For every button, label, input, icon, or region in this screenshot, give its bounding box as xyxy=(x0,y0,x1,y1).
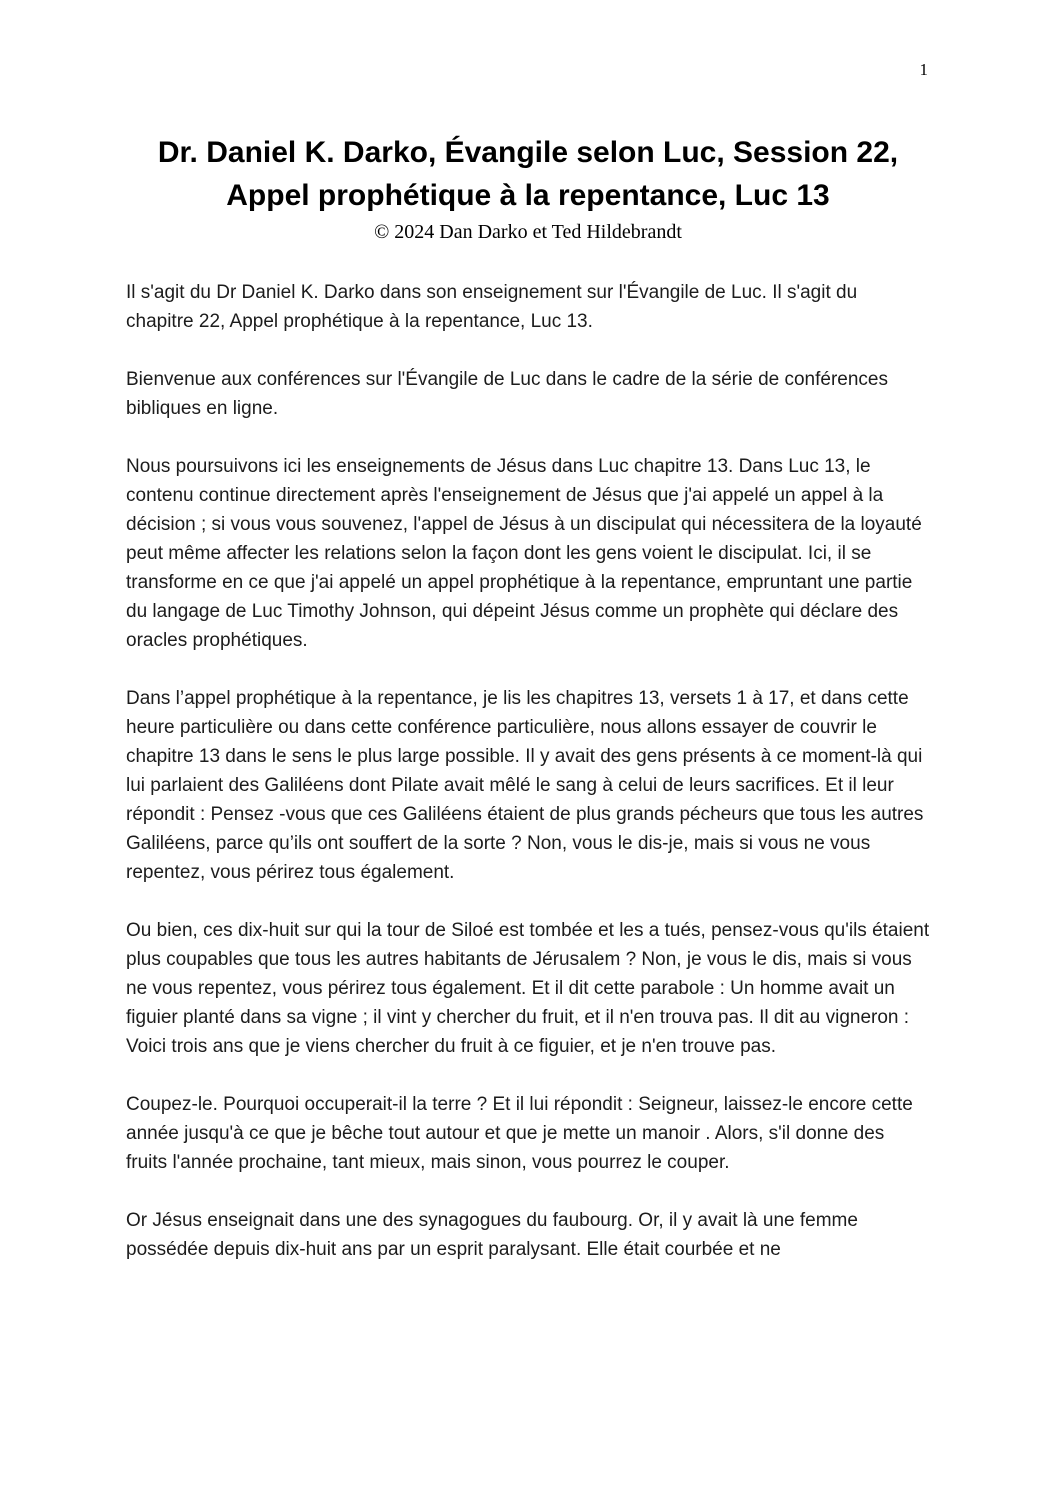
document-body xyxy=(126,278,930,1264)
paragraph: Bienvenue aux conférences sur l'Évangile de Luc dans le cadre de la série de conférences bibliques en ligne. xyxy=(126,369,888,420)
paragraph: Dans l’appel prophétique à la repentance, je lis les chapitres 13, versets 1 à 17, et dans cette heure particulière ou dans cette conférence particulière, nous allons essayer de couvrir le chapitre 13 dans le sens le plus large possible. Il y avait des gens présents à ce moment-là qui lui parlaient des Galiléens dont Pilate avait mêlé le sang à celui de leurs sacrifices. Et il leur répondit : Pensez -vous que ces Galiléens étaient de plus grands pécheurs que tous les autres Galiléens, parce qu’ils ont souffert de la sorte ? Non, vous le dis-je, mais si vous ne vous repentez, vous périrez tous également. xyxy=(126,688,924,884)
document-title-line-1: Dr. Daniel K. Darko, Évangile selon Luc, Session 22, xyxy=(157,136,899,169)
paragraph: Or Jésus enseignait dans une des synagogues du faubourg. Or, il y avait là une femme possédée depuis dix-huit ans par un esprit paralysant. Elle était courbée et ne xyxy=(126,1210,858,1261)
paragraph: Nous poursuivons ici les enseignements de Jésus dans Luc chapitre 13. Dans Luc 13, le contenu continue directement après l'enseignement de Jésus que j'ai appelé un appel à la décision ; si vous vous souvenez, l'appel de Jésus à un discipulat qui nécessitera de la loyauté peut même affecter les relations selon la façon dont les gens voient le discipulat. Ici, il se transforme en ce que j'ai appelé un appel prophétique à la repentance, empruntant une partie du langage de Luc Timothy Johnson, qui dépeint Jésus comme un prophète qui déclare des oracles prophétiques. xyxy=(126,456,922,652)
paragraph: Il s'agit du Dr Daniel K. Darko dans son enseignement sur l'Évangile de Luc. Il s'agit du chapitre 22, Appel prophétique à la repentance, Luc 13. xyxy=(126,282,858,333)
document-title-line-2: Appel prophétique à la repentance, Luc 13 xyxy=(226,178,830,212)
paragraph: Coupez-le. Pourquoi occuperait-il la terre ? Et il lui répondit : Seigneur, laissez-le encore cette année jusqu'à ce que je bêche tout autour et que je mette un manoir . Alors, s'il donne des fruits l'année prochaine, tant mieux, mais sinon, vous pourrez le couper. xyxy=(126,1094,913,1174)
paragraph: Ou bien, ces dix-huit sur qui la tour de Siloé est tombée et les a tués, pensez-vous qu'ils étaient plus coupables que tous les autres habitants de Jérusalem ? Non, je vous le dis, mais si vous ne vous repentez, vous périrez tous également. Et il dit cette parabole : Un homme avait un figuier planté dans sa vigne ; il vint y chercher du fruit, et il n'en trouva pas. Il dit au vigneron : Voici trois ans que je viens chercher du fruit à ce figuier, et je n'en trouve pas. xyxy=(126,920,930,1058)
page-number: 1 xyxy=(919,60,928,79)
copyright-line: © 2024 Dan Darko et Ted Hildebrandt xyxy=(374,221,682,244)
document-title xyxy=(126,132,930,217)
